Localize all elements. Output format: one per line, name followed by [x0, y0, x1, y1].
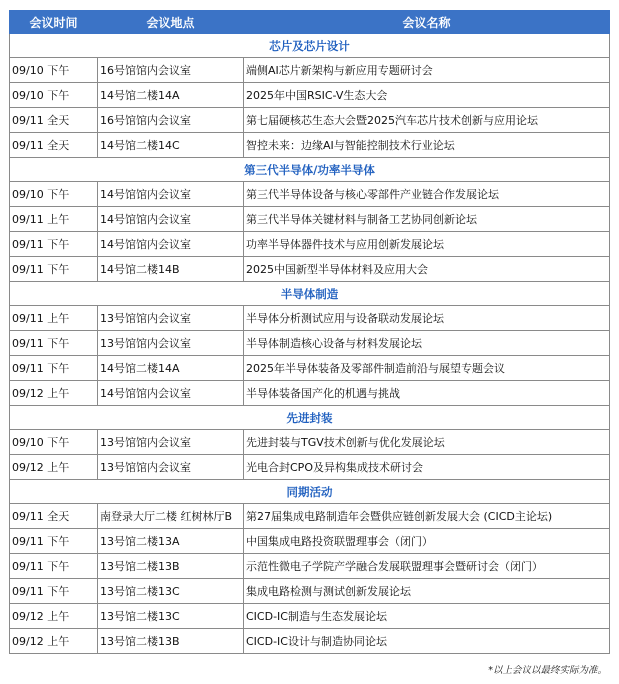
- table-row: [10, 108, 610, 133]
- cell-location: 16号馆馆内会议室: [98, 58, 244, 83]
- section-title: 芯片及芯片设计: [10, 34, 610, 58]
- cell-time: 09/11 上午: [10, 306, 98, 331]
- cell-location: 14号馆二楼14C: [98, 133, 244, 158]
- table-row: [10, 356, 610, 381]
- cell-meeting-name: 先进封装与TGV技术创新与优化发展论坛: [244, 430, 610, 455]
- cell-time: 09/11 上午: [10, 207, 98, 232]
- cell-time: 09/12 上午: [10, 604, 98, 629]
- footnote: *以上会议以最终实际为准。: [488, 665, 607, 676]
- table-row: [10, 207, 610, 232]
- table-row: [10, 182, 610, 207]
- table-row: [10, 554, 610, 579]
- table-row: [10, 58, 610, 83]
- cell-meeting-name: 半导体分析测试应用与设备联动发展论坛: [244, 306, 610, 331]
- table-header-row: [10, 11, 610, 34]
- cell-meeting-name: 示范性微电子学院产学融合发展联盟理事会暨研讨会（闭门）: [244, 554, 610, 579]
- cell-location: 14号馆二楼14B: [98, 257, 244, 282]
- cell-meeting-name: 功率半导体器件技术与应用创新发展论坛: [244, 232, 610, 257]
- table-row: [10, 306, 610, 331]
- section-title: 先进封装: [10, 406, 610, 430]
- cell-meeting-name: 第27届集成电路制造年会暨供应链创新发展大会 (CICD主论坛): [244, 504, 610, 529]
- cell-time: 09/10 下午: [10, 182, 98, 207]
- table-row: [10, 381, 610, 406]
- cell-meeting-name: 中国集成电路投资联盟理事会（闭门）: [244, 529, 610, 554]
- cell-location: 14号馆馆内会议室: [98, 381, 244, 406]
- cell-time: 09/11 全天: [10, 504, 98, 529]
- cell-time: 09/12 上午: [10, 381, 98, 406]
- header-name: 会议名称: [244, 11, 610, 34]
- cell-time: 09/10 下午: [10, 430, 98, 455]
- cell-location: 13号馆二楼13B: [98, 629, 244, 654]
- cell-time: 09/11 下午: [10, 257, 98, 282]
- cell-time: 09/12 上午: [10, 455, 98, 480]
- table-row: [10, 504, 610, 529]
- cell-time: 09/11 下午: [10, 579, 98, 604]
- cell-time: 09/11 下午: [10, 554, 98, 579]
- cell-meeting-name: CICD-IC设计与制造协同论坛: [244, 629, 610, 654]
- table-row: [10, 331, 610, 356]
- table-row: [10, 455, 610, 480]
- section-title: 第三代半导体/功率半导体: [10, 158, 610, 182]
- section-header-row: [10, 406, 610, 430]
- cell-meeting-name: 半导体制造核心设备与材料发展论坛: [244, 331, 610, 356]
- cell-location: 13号馆二楼13C: [98, 579, 244, 604]
- header-time: 会议时间: [10, 11, 98, 34]
- cell-meeting-name: 第三代半导体设备与核心零部件产业链合作发展论坛: [244, 182, 610, 207]
- cell-meeting-name: 光电合封CPO及异构集成技术研讨会: [244, 455, 610, 480]
- cell-meeting-name: 2025中国新型半导体材料及应用大会: [244, 257, 610, 282]
- section-header-row: [10, 282, 610, 306]
- section-header-row: [10, 480, 610, 504]
- cell-location: 13号馆馆内会议室: [98, 430, 244, 455]
- table-row: [10, 430, 610, 455]
- table-row: [10, 579, 610, 604]
- cell-meeting-name: 端侧AI芯片新架构与新应用专题研讨会: [244, 58, 610, 83]
- cell-time: 09/11 全天: [10, 133, 98, 158]
- cell-location: 16号馆馆内会议室: [98, 108, 244, 133]
- cell-location: 13号馆馆内会议室: [98, 306, 244, 331]
- table-row: [10, 133, 610, 158]
- section-title: 同期活动: [10, 480, 610, 504]
- cell-location: 13号馆二楼13A: [98, 529, 244, 554]
- cell-location: 13号馆二楼13C: [98, 604, 244, 629]
- cell-location: 13号馆馆内会议室: [98, 455, 244, 480]
- cell-location: 13号馆二楼13B: [98, 554, 244, 579]
- cell-meeting-name: 第七届硬核芯生态大会暨2025汽车芯片技术创新与应用论坛: [244, 108, 610, 133]
- table-row: [10, 604, 610, 629]
- cell-meeting-name: 智控未来：边缘AI与智能控制技术行业论坛: [244, 133, 610, 158]
- cell-location: 14号馆馆内会议室: [98, 232, 244, 257]
- cell-time: 09/10 下午: [10, 58, 98, 83]
- cell-location: 14号馆馆内会议室: [98, 207, 244, 232]
- table-row: [10, 83, 610, 108]
- table-row: [10, 232, 610, 257]
- cell-meeting-name: 2025年中国RSIC-V生态大会: [244, 83, 610, 108]
- table-row: [10, 257, 610, 282]
- cell-time: 09/11 全天: [10, 108, 98, 133]
- cell-meeting-name: 集成电路检测与测试创新发展论坛: [244, 579, 610, 604]
- cell-location: 13号馆馆内会议室: [98, 331, 244, 356]
- section-title: 半导体制造: [10, 282, 610, 306]
- table-body: [10, 34, 610, 654]
- cell-location: 14号馆馆内会议室: [98, 182, 244, 207]
- table-row: [10, 629, 610, 654]
- header-location: 会议地点: [98, 11, 244, 34]
- cell-location: 南登录大厅二楼 红树林厅B: [98, 504, 244, 529]
- cell-location: 14号馆二楼14A: [98, 83, 244, 108]
- cell-time: 09/10 下午: [10, 83, 98, 108]
- section-header-row: [10, 158, 610, 182]
- cell-meeting-name: CICD-IC制造与生态发展论坛: [244, 604, 610, 629]
- cell-meeting-name: 2025年半导体装备及零部件制造前沿与展望专题会议: [244, 356, 610, 381]
- cell-meeting-name: 第三代半导体关键材料与制备工艺协同创新论坛: [244, 207, 610, 232]
- conference-schedule-table: [9, 10, 610, 654]
- cell-meeting-name: 半导体装备国产化的机遇与挑战: [244, 381, 610, 406]
- cell-location: 14号馆二楼14A: [98, 356, 244, 381]
- cell-time: 09/11 下午: [10, 356, 98, 381]
- section-header-row: [10, 34, 610, 58]
- cell-time: 09/11 下午: [10, 529, 98, 554]
- cell-time: 09/11 下午: [10, 232, 98, 257]
- table-row: [10, 529, 610, 554]
- cell-time: 09/12 上午: [10, 629, 98, 654]
- cell-time: 09/11 下午: [10, 331, 98, 356]
